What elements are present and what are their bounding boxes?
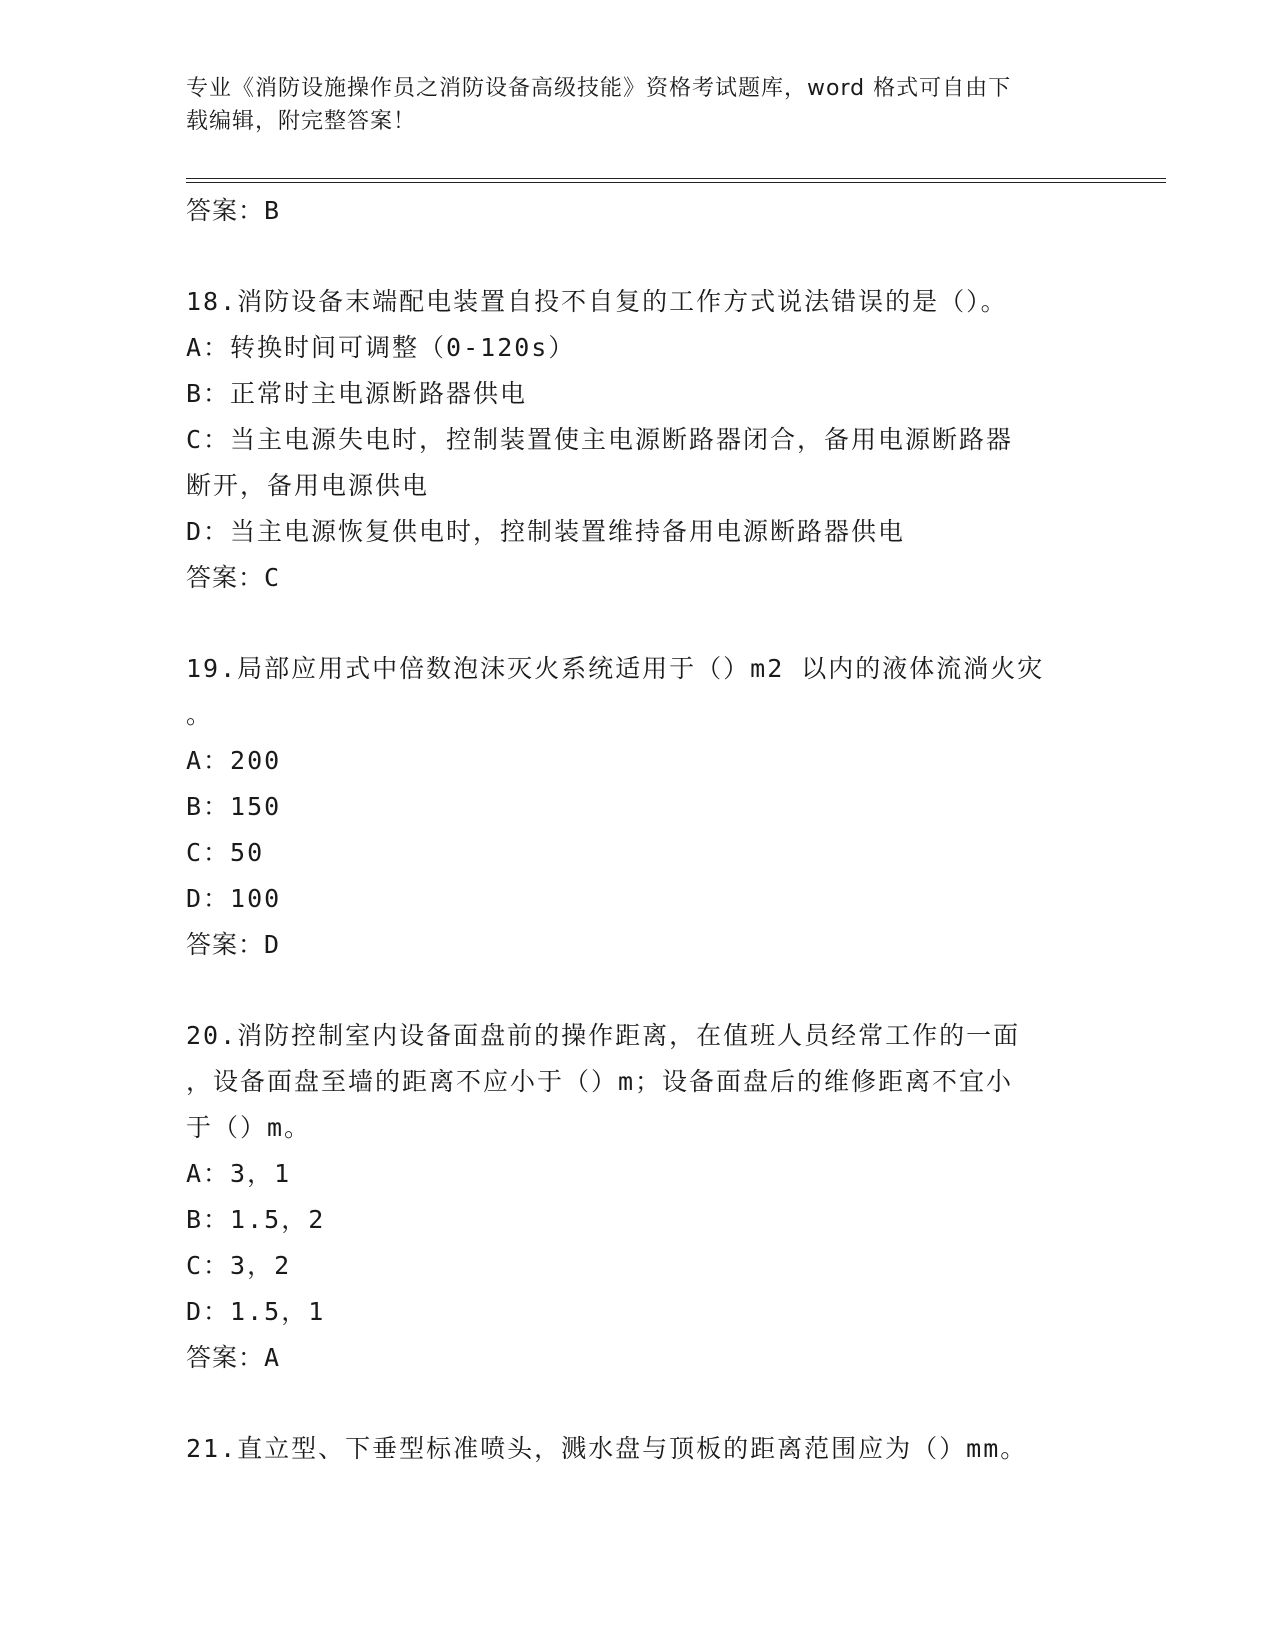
answer	[186, 555, 1086, 601]
answer-label: 答案：	[186, 196, 265, 225]
document-header	[186, 72, 1066, 138]
header-divider-top	[186, 178, 1166, 179]
option-c: C：50	[186, 838, 265, 867]
question-stem: 18.消防设备末端配电装置自投不自复的工作方式说法错误的是（）。	[186, 287, 1008, 316]
answer-value: B	[264, 196, 281, 225]
answer	[186, 922, 1086, 968]
option-d: D：100	[186, 884, 282, 913]
option-b: B：150	[186, 792, 282, 821]
option-a: A：转换时间可调整（0-120s）	[186, 333, 576, 362]
question-stem-continued: ，设备面盘至墙的距离不应小于（）m；设备面盘后的维修距离不宜小	[186, 1067, 1014, 1096]
option-b: B：正常时主电源断路器供电	[186, 379, 528, 408]
header-divider-bottom	[186, 182, 1166, 183]
option-c: C：当主电源失电时，控制装置使主电源断路器闭合，备用电源断路器	[186, 425, 1014, 454]
question-21	[186, 1426, 1086, 1472]
answer-value: A	[264, 1343, 281, 1372]
answer-label: 答案：	[186, 930, 265, 959]
answer-label: 答案：	[186, 563, 265, 592]
option-d: D：1.5，1	[186, 1297, 326, 1326]
header-line-2: 载编辑，附完整答案！	[186, 109, 417, 134]
question-stem: 20.消防控制室内设备面盘前的操作距离，在值班人员经常工作的一面	[186, 1021, 1021, 1050]
option-a: A：3，1	[186, 1159, 292, 1188]
option-a: A：200	[186, 746, 282, 775]
question-list	[186, 188, 1086, 1472]
question-stem: 19.局部应用式中倍数泡沫灭火系统适用于（）m2 以内的液体流淌火灾	[186, 654, 1045, 683]
answer-value: D	[264, 930, 281, 959]
header-line-1: 专业《消防设施操作员之消防设备高级技能》资格考试题库，word 格式可自由下	[186, 76, 1012, 101]
question-19	[186, 646, 1086, 968]
answer	[186, 1335, 1086, 1381]
option-c-continued: 断开，备用电源供电	[186, 471, 430, 500]
option-b: B：1.5，2	[186, 1205, 326, 1234]
question-18	[186, 279, 1086, 601]
answer-label: 答案：	[186, 1343, 265, 1372]
option-d: D：当主电源恢复供电时，控制装置维持备用电源断路器供电	[186, 517, 906, 546]
previous-answer	[186, 188, 1086, 234]
question-stem-continued: 于（）m。	[186, 1113, 312, 1142]
option-c: C：3，2	[186, 1251, 292, 1280]
question-stem-continued: 。	[186, 700, 214, 729]
question-stem: 21.直立型、下垂型标准喷头，溅水盘与顶板的距离范围应为（）mm。	[186, 1434, 1028, 1463]
question-20	[186, 1013, 1086, 1381]
answer-value: C	[264, 563, 281, 592]
